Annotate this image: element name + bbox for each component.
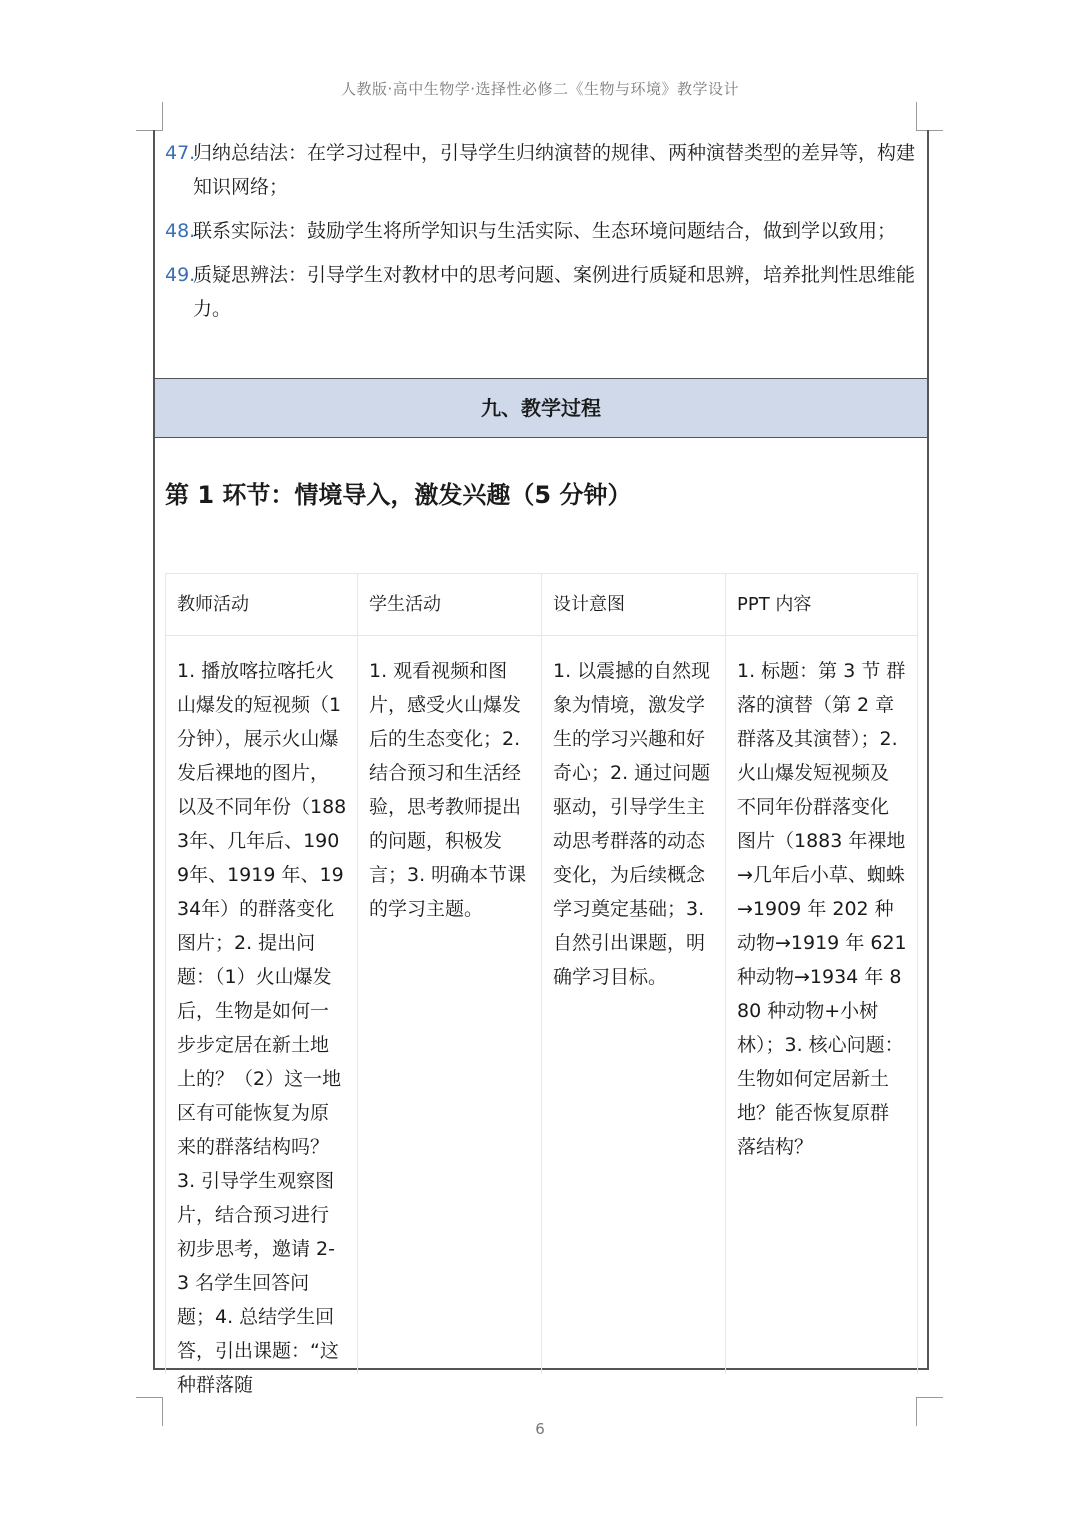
cell-design-intent: 1. 以震撼的自然现象为情境，激发学生的学习兴趣和好奇心；2. 通过问题驱动，引导学生主动思考群落的动态变化，为后续概念学习奠定基础；3. 自然引出课题，明确学习目标。: [553, 660, 711, 988]
column-header-student: 学生活动: [358, 574, 541, 636]
method-text: 归纳总结法：在学习过程中，引导学生归纳演替的规律、两种演替类型的差异等，构建知识网络；: [193, 142, 916, 198]
column-header-intent: 设计意图: [542, 574, 725, 636]
method-item: [165, 214, 920, 248]
method-number: 48.: [165, 220, 196, 242]
method-text: 质疑思辨法：引导学生对教材中的思考问题、案例进行质疑和思辨，培养批判性思维能力。: [193, 264, 916, 320]
stage-title: 第 1 环节：情境导入，激发兴趣（5 分钟）: [165, 481, 632, 509]
method-text: 联系实际法：鼓励学生将所学知识与生活实际、生态环境问题结合，做到学以致用；: [193, 220, 897, 242]
running-header: 人教版·高中生物学·选择性必修二《生物与环境》教学设计: [340, 80, 740, 98]
method-list: [165, 136, 920, 336]
method-number: 49.: [165, 264, 196, 286]
table-column: [726, 574, 918, 1374]
crop-mark-top-right: [916, 102, 943, 131]
table-column: [166, 574, 358, 1396]
method-item: [165, 136, 920, 204]
cell-student-activity: 1. 观看视频和图片，感受火山爆发后的生态变化；2. 结合预习和生活经验，思考教师提出的问题，积极发言；3. 明确本节课的学习主题。: [369, 660, 527, 920]
method-number: 47.: [165, 142, 196, 164]
column-header-ppt: PPT 内容: [726, 574, 917, 636]
page-number: 6: [535, 1420, 545, 1438]
table-column: [542, 574, 726, 1374]
table-column: [358, 574, 542, 1374]
section-heading-band: 九、教学过程: [155, 378, 927, 438]
cell-teacher-activity: 1. 播放喀拉喀托火山爆发的短视频（1分钟），展示火山爆发后裸地的图片，以及不同年份（1883年、几年后、1909年、1919 年、1934年）的群落变化图片；2. 提出问题：（1）火山爆发后，生物是如何一步步定居在新土地上的？（2）这一地区有可能恢复为原来的群落结构吗？3. 引导学生观察图片，结合预习进行初步思考，邀请 2-3 名学生回答问题；4. 总结学生回答，引出课题：“这种群落随: [177, 660, 347, 1396]
method-item: [165, 258, 920, 326]
crop-mark-top-left: [136, 102, 163, 131]
activity-table: [165, 573, 918, 1396]
cell-ppt-content: 1. 标题：第 3 节 群落的演替（第 2 章 群落及其演替）；2. 火山爆发短视频及不同年份群落变化图片（1883 年裸地→几年后小草、蜘蛛→1909 年 202 种动物→1919 年 621 种动物→1934 年 880 种动物+小树林）；3. 核心问题：生物如何定居新土地？能否恢复原群落结构？: [737, 660, 907, 1158]
column-header-teacher: 教师活动: [166, 574, 357, 636]
content-frame: [153, 130, 929, 1396]
